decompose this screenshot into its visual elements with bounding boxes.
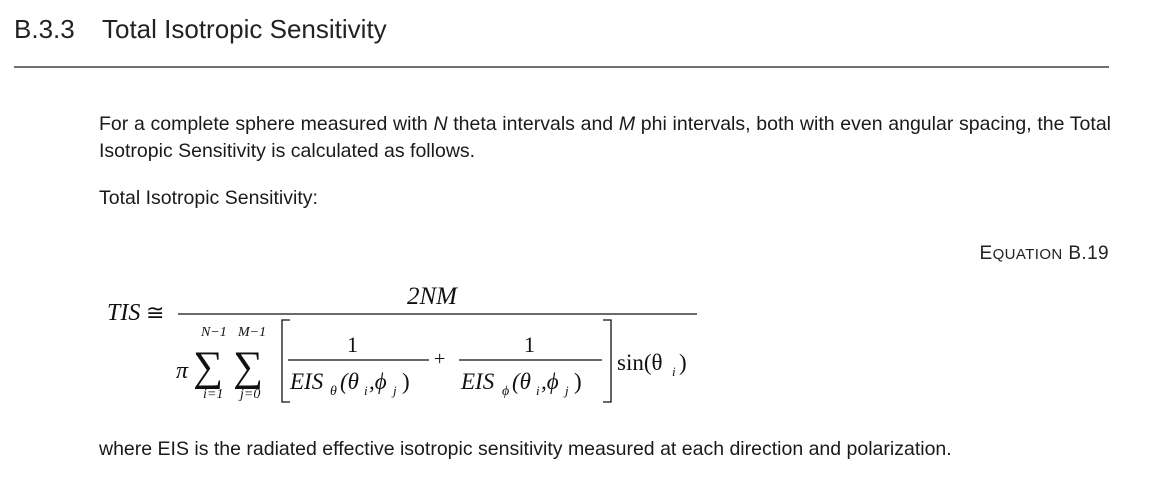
eq-lhs: TIS — [107, 300, 141, 326]
right-bracket — [603, 320, 611, 402]
frac1-eis: EIS — [290, 369, 324, 394]
conclusion-paragraph: where EIS is the radiated effective isotropic sensitivity measured at each direction and polarization. — [99, 438, 952, 460]
eq-approx: ≅ — [146, 300, 165, 325]
eq-upper-i: N−1 — [201, 325, 227, 340]
equation-number: B.19 — [1068, 243, 1109, 264]
sin-open: sin(θ — [617, 350, 663, 375]
intro-text-2: theta intervals and — [447, 113, 619, 135]
frac1-args-mid: ,ϕ — [369, 369, 387, 394]
frac1-args-j: j — [393, 383, 397, 398]
eq-upper-j: M−1 — [238, 325, 267, 340]
eq-numerator: 2NM — [407, 283, 457, 310]
frac1-args-close: ) — [402, 369, 410, 394]
frac1-args-i: i — [364, 383, 368, 398]
frac2-numerator: 1 — [524, 332, 535, 357]
frac1-numerator: 1 — [347, 332, 358, 357]
var-m: M — [618, 113, 636, 135]
sin-sub-i: i — [672, 364, 676, 379]
frac2-eis: EIS — [461, 369, 495, 394]
frac1-args: (θ — [340, 369, 359, 394]
section-number: B.3.3 — [14, 14, 75, 44]
frac2-args-i: i — [536, 383, 540, 398]
eq-lower-j: j=0 — [240, 387, 261, 402]
section-title: Total Isotropic Sensitivity — [102, 14, 387, 44]
intro-text-1: For a complete sphere measured with — [99, 113, 434, 135]
equation-label-initial: E — [979, 243, 993, 264]
eq-lower-i: i=1 — [203, 387, 224, 402]
frac2-args-close: ) — [574, 369, 582, 394]
intro-text-3: phi intervals, both with even angular spacing, the Total Isotropic Sensitivity is calculated as follows. — [99, 113, 1111, 162]
eq-plus: + — [434, 348, 446, 370]
frac2-args: (θ — [512, 369, 531, 394]
eq-pi: π — [176, 358, 189, 384]
formula-caption: Total Isotropic Sensitivity: — [99, 187, 318, 209]
left-bracket — [282, 320, 290, 402]
frac2-args-j: j — [565, 383, 569, 398]
equation-label-word: QUATION — [992, 246, 1063, 263]
eq-sigma-j: ∑ — [233, 344, 263, 390]
sin-close: ) — [679, 350, 687, 375]
var-n: N — [433, 113, 448, 135]
frac2-args-mid: ,ϕ — [541, 369, 559, 394]
frac2-sub-phi: ϕ — [502, 384, 510, 399]
eq-sigma-i: ∑ — [193, 344, 223, 390]
frac1-sub-theta: θ — [330, 384, 337, 399]
